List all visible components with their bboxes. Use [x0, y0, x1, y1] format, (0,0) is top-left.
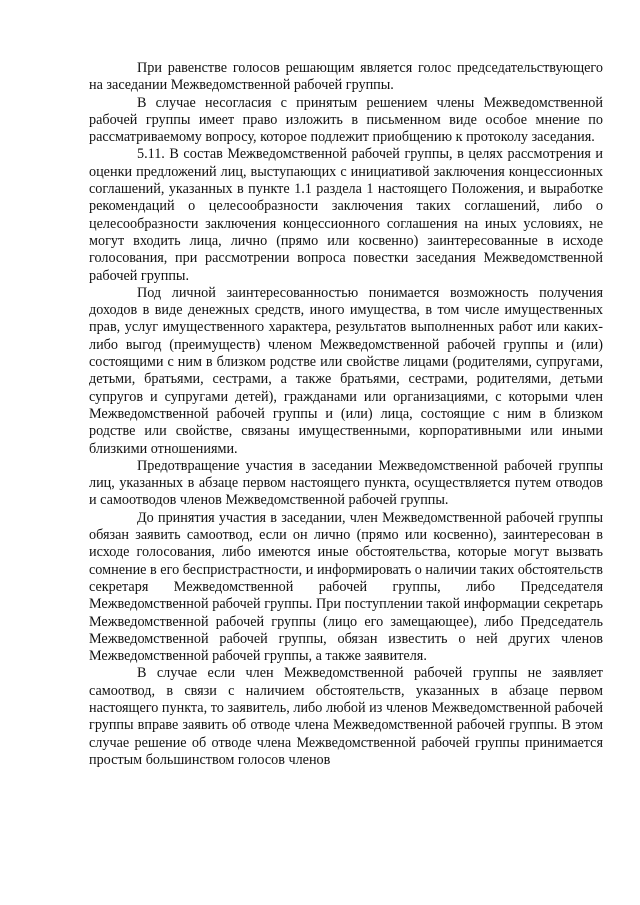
paragraph-recusal-by-others: В случае если член Межведомственной рабочей группы не заявляет самоотвод, в связи с наличием обстоятельств, указанных в абзаце первом настоящего пункта, то заявитель, либо любой из членов Межведомственной рабочей группы вправе заявить об отводе члена Межведомственной рабочей группы. В этом случае решение об отводе члена Межведомственной рабочей группы принимается простым большинством голосов членов: [89, 665, 603, 768]
paragraph-personal-interest: Под личной заинтересованностью понимается возможность получения доходов в виде денежных средств, иного имущества, в том числе имущественных прав, услуг имущественного характера, результатов выполненных работ или каких-либо выгод (преимуществ) членом Межведомственной рабочей группы и (или) состоящими с ним в близком родстве или свойстве лицами (родителями, супругами, детьми, братьями, сестрами, а также братьями, сестрами, родителями, детьми супругов и супругами детей), гражданами или организациями, с которыми член Межведомственной рабочей группы и (или) лица, состоящие с ним в близком родстве или свойстве, связаны имущественными, корпоративными или иными близкими отношениями.: [89, 284, 603, 457]
paragraph-tie-vote: При равенстве голосов решающим является голос председательствующего на заседании Межведомственной рабочей группы.: [89, 60, 603, 94]
paragraph-prevention-of-participation: Предотвращение участия в заседании Межведомственной рабочей группы лиц, указанных в абзаце первом настоящего пункта, осуществляется путем отводов и самоотводов членов Межведомственной рабочей группы.: [89, 457, 603, 509]
paragraph-dissenting-opinion: В случае несогласия с принятым решением члены Межведомственной рабочей группы имеет право изложить в письменном виде особое мнение по рассматриваемому вопросу, которое подлежит приобщению к протоколу заседания.: [89, 94, 603, 146]
document-body: [89, 60, 603, 769]
paragraph-self-recusal: До принятия участия в заседании, член Межведомственной рабочей группы обязан заявить самоотвод, если он лично (прямо или косвенно), заинтересован в исходе голосования, либо имеются иные обстоятельства, которые могут вызвать сомнение в его беспристрастности, и информировать о наличии таких обстоятельств секретаря Межведомственной рабочей группы, либо Председателя Межведомственной рабочей группы. При поступлении такой информации секретарь Межведомственной рабочей группы (лицо его замещающее), либо Председатель Межведомственной рабочей группы, обязан известить о ней других членов Межведомственной рабочей группы, а также заявителя.: [89, 509, 603, 665]
paragraph-5-11-composition: 5.11. В состав Межведомственной рабочей группы, в целях рассмотрения и оценки предложений лиц, выступающих с инициативой заключения концессионных соглашений, указанных в пункте 1.1 раздела 1 настоящего Положения, и выработке рекомендаций о целесообразности заключения таких соглашений, либо о целесообразности заключения концессионного соглашения на иных условиях, не могут входить лица, лично (прямо или косвенно) заинтересованные в исходе голосования, при рассмотрении вопроса повестки заседания Межведомственной рабочей группы.: [89, 146, 603, 284]
